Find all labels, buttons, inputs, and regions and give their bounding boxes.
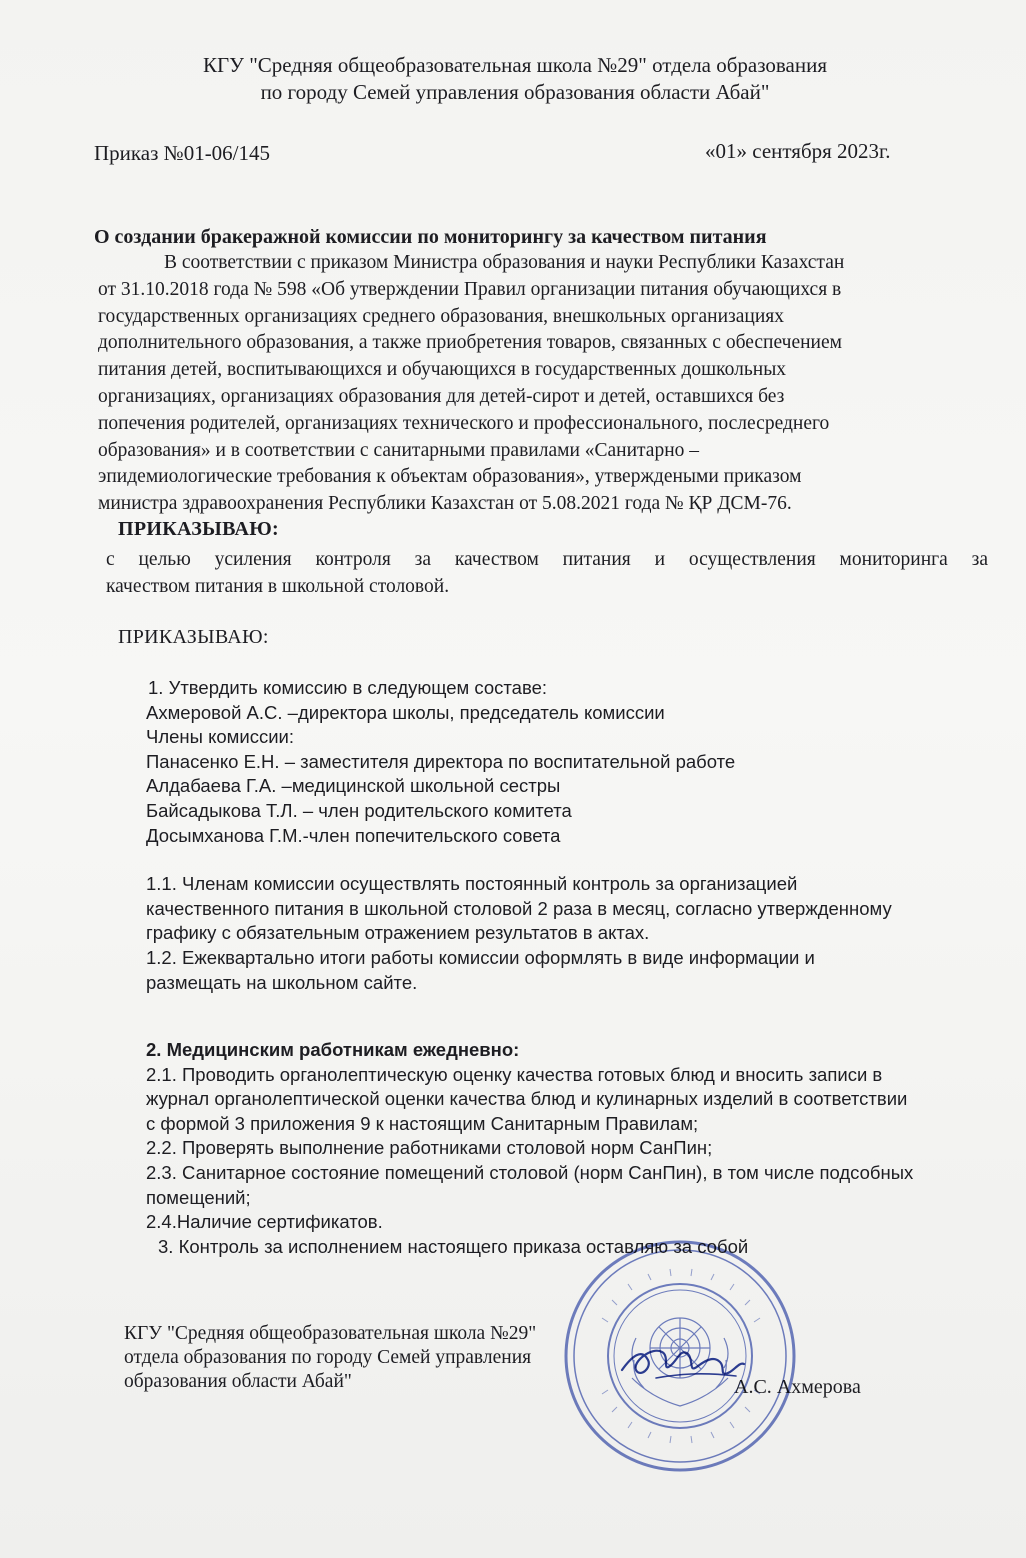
signature-organization [124, 1322, 536, 1394]
signatory-name: А.С. Ахмерова [734, 1376, 861, 1398]
preamble-line: попечения родителей, организациях технического и профессионального, послесреднего [98, 412, 830, 434]
sub-item-line: размещать на школьном сайте. [146, 971, 418, 993]
header-line-2: по городу Семей управления образования области Абай" [260, 80, 770, 104]
medical-line: 2.1. Проводить органолептическую оценку качества готовых блюд и вносить записи в [146, 1063, 883, 1085]
medical-line: журнал органолептической оценки качества блюд и кулинарных изделий в соответствии [146, 1088, 908, 1110]
purpose-line-1: с целью усиления контроля за качеством питания и осуществления мониторинга за [106, 549, 988, 570]
sub-item-line: качественного питания в школьной столовой 2 раза в месяц, согласно утвержденному [146, 897, 892, 919]
sign-org-line-3: образования области Абай" [124, 1371, 352, 1392]
preamble-line: дополнительного образования, а также приобретения товаров, связанных с обеспечением [98, 332, 842, 354]
member-line: Панасенко Е.Н. – заместителя директора по воспитательной работе [146, 750, 736, 772]
preamble-line: В соответствии с приказом Министра образования и науки Республики Казахстан [164, 252, 845, 273]
order-word-bold: ПРИКАЗЫВАЮ: [118, 518, 279, 540]
medical-section [146, 1038, 988, 1259]
order-date: «01» сентября 2023г. [705, 139, 891, 163]
sign-org-line-2: отдела образования по городу Семей управления [124, 1347, 532, 1368]
preamble-line: образования» и в соответствии с санитарными правилами «Санитарно – [98, 439, 700, 461]
member-line: Алдабаева Г.А. –медицинской школьной сестры [146, 775, 561, 797]
sub-item-line: графику с обязательным отражением результатов в актах. [146, 922, 650, 944]
order-number: Приказ №01-06/145 [94, 141, 271, 165]
preamble-line: организациях, организациях образования для детей-сирот и детей, оставшихся без [98, 385, 785, 407]
handwritten-signature-icon [618, 1326, 748, 1396]
sign-org-line-1: КГУ "Средняя общеобразовательная школа №29" [124, 1323, 537, 1344]
medical-line: 2.2. Проверять выполнение работниками столовой норм СанПин; [146, 1137, 713, 1159]
commission-list [146, 676, 1006, 995]
commission-item-1: 1. Утвердить комиссию в следующем составе: [148, 677, 548, 698]
spacer [146, 848, 1006, 872]
preamble-line: государственных организациях среднего образования, внешкольных организациях [98, 305, 784, 327]
preamble-line: министра здравоохранения Республики Казахстан от 5.08.2021 года № ҚР ДСМ-76. [98, 493, 792, 515]
purpose-paragraph [106, 546, 988, 600]
document-header [150, 52, 880, 106]
header-line-1: КГУ "Средняя общеобразовательная школа №29" отдела образования [202, 53, 828, 77]
preamble-line: от 31.10.2018 года № 598 «Об утверждении Правил организации питания обучающихся в [98, 278, 842, 300]
preamble-line: эпидемиологические требования к объектам образования», утверждеными приказом [98, 466, 802, 488]
member-line: Байсадыкова Т.Л. – член родительского комитета [146, 799, 572, 821]
document-title: О создании бракеражной комиссии по мониторингу за качеством питания [94, 226, 767, 248]
sub-item-line: 1.2. Ежеквартально итоги работы комиссии оформлять в виде информации и [146, 946, 815, 968]
member-line: Досымханова Г.М.-член попечительского совета [146, 824, 561, 846]
sub-item-line: 1.1. Членам комиссии осуществлять постоянный контроль за организацией [146, 873, 798, 895]
purpose-line-2: качеством питания в школьной столовой. [106, 576, 450, 597]
medical-line: с формой 3 приложения 9 к настоящим Санитарным Правилам; [146, 1112, 699, 1134]
commission-chair: Ахмеровой А.С. –директора школы, председатель комиссии [146, 701, 665, 723]
order-word: ПРИКАЗЫВАЮ: [118, 626, 269, 648]
preamble [98, 250, 980, 518]
preamble-line: питания детей, воспитывающихся и обучающихся в государственных дошкольных [98, 359, 787, 381]
medical-line: 2.4.Наличие сертификатов. [146, 1211, 383, 1233]
medical-line: 3. Контроль за исполнением настоящего приказа оставляю за собой [158, 1235, 749, 1257]
medical-line: помещений; [146, 1186, 251, 1208]
members-label: Члены комиссии: [146, 726, 295, 748]
medical-line: 2.3. Санитарное состояние помещений столовой (норм СанПин), в том числе подсобных [146, 1161, 914, 1183]
medical-title: 2. Медицинским работникам ежедневно: [146, 1039, 520, 1060]
